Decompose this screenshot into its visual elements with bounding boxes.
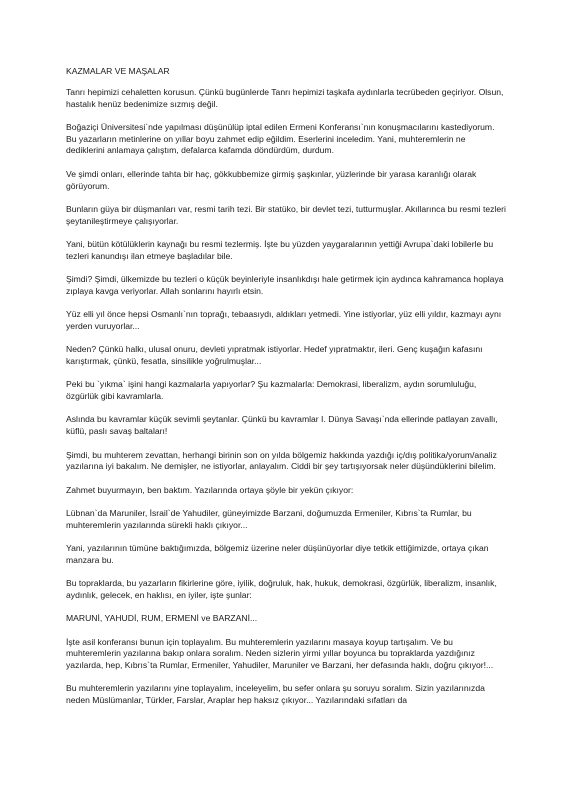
paragraph-7: Yüz elli yıl önce hepsi Osmanlı`nın toprağı, tebaasıydı, aldıkları yetmedi. Yine istiyorlar, yüz elli yıldır, kazmayı aynı yerden vuruyorlar...	[66, 309, 502, 331]
paragraph-18: Bu muhteremlerin yazılarını yine toplayalım, inceleyelim, bu sefer onlara şu soruyu soralım. Sizin yazılarınızda neden Müslümanlar, Türkler, Farslar, Araplar hep haksız çıkıyor... Yazılarındaki sıfatları da	[66, 683, 485, 706]
paragraph-14: Yani, yazılarının tümüne baktığımızda, bölgemiz üzerine neler düşünüyorlar diye tetkik ettiğimizde, ortaya çıkan manzara bu.	[66, 543, 489, 565]
document-title: KAZMALAR VE MAŞALAR	[66, 66, 170, 76]
paragraph-1: Tanrı hepimizi cehaletten korusun. Çünkü bugünlerde Tanrı hepimizi taşkafa aydınlarla tecrübeden geçiriyor. Olsun, hastalık henüz bedenimize sızmış değil.	[66, 86, 504, 109]
paragraph-11: Şimdi, bu muhterem zevattan, herhangi birinin son on yılda bölgemiz hakkında yazdığı iç/dış politika/yorum/analiz yazılarına iyi bakalım. Ne demişler, ne istiyorlar, anlayalım. Ciddi bir şey tartışıyorsak neler düşündüklerini bilelim.	[66, 449, 497, 472]
paragraph-10: Aslında bu kavramlar küçük sevimli şeytanlar. Çünkü bu kavramlar I. Dünya Savaşı`nda ellerinde patlayan zavallı, küflü, paslı savaş baltaları!	[66, 414, 498, 437]
paragraph-17: İşte asil konferansı bunun için toplayalım. Bu muhteremlerin yazılarını masaya koyup tartışalım. Ve bu muhteremlerin yazılarına bakıp onlara soralım. Neden sizlerin yirmi yıllar boyunca bu topraklarda yazdığınız yazılarda, hep, Kıbrıs`ta Rumlar, Ermeniler, Yahudiler, Maruniler ve Barzani, her defasında haklı, doğru çıkıyor!...	[66, 636, 494, 671]
paragraph-13: Lübnan`da Maruniler, İsrail`de Yahudiler, güneyimizde Barzani, doğumuzda Ermeniler, Kıbrıs`ta Rumlar, bu muhteremlerin yazılarında sürekli haklı çıkıyor...	[66, 507, 472, 530]
paragraph-3: Ve şimdi onları, ellerinde tahta bir haç, gökkubbemize girmiş şaşkınlar, yüzlerinde bir yarasa karanlığı olarak görüyorum.	[66, 168, 477, 191]
paragraph-15: Bu topraklarda, bu yazarların fikirlerine göre, iyilik, doğruluk, hak, hukuk, demokrasi, özgürlük, liberalizm, insanlık, aydınlık, gelecek, en haklısı, en iyiler, işte şunlar:	[66, 578, 497, 600]
paragraph-4: Bunların güya bir düşmanları var, resmi tarih tezi. Bir statüko, bir devlet tezi, tutturmuşlar. Akıllarınca bu resmi tezleri şeytanileştirmeye çalışıyorlar.	[66, 203, 506, 226]
paragraph-12: Zahmet buyurmayın, ben baktım. Yazılarında ortaya şöyle bir yekün çıkıyor:	[66, 484, 354, 495]
document-page	[66, 66, 506, 718]
paragraph-2: Boğaziçi Üniversitesi`nde yapılması düşünülüp iptal edilen Ermeni Konferansı`nın konuşmacılarını kastediyorum. Bu yazarların metinlerine on yıllar boyu zahmet edip eğildim. Eserlerini inceledim. Yani, muhteremlerin ne dediklerini anlamaya çalıştım, defalarca kafamda döndürdüm, durdum.	[66, 121, 495, 156]
paragraph-8: Neden? Çünkü halkı, ulusal onuru, devleti yıpratmak istiyorlar. Hedef yıpratmaktır, ileri. Genç kuşağın kafasını karıştırmak, çünkü, fesatla, sinsilikle yoğrulmuşlar...	[66, 344, 483, 367]
paragraph-9: Peki bu `yıkma` işini hangi kazmalarla yapıyorlar? Şu kazmalarla: Demokrasi, liberalizm, aydın sorumluluğu, özgürlük gibi kavramlarla.	[66, 379, 477, 402]
paragraph-5: Yani, bütün kötülüklerin kaynağı bu resmi tezlermiş. İşte bu yüzden yaygaralarının yettiği Avrupa`daki lobilerle bu tezleri kanundışı ilan etmeye başladılar bile.	[66, 238, 494, 261]
paragraph-6: Şimdi? Şimdi, ülkemizde bu tezleri o küçük beyinleriyle insanlıkdışı hale getirmek için aydınca kahramanca hoplaya zıplaya kavga veriyorlar. Allah sonlarını hayırlı etsin.	[66, 274, 504, 296]
paragraph-16: MARUNİ, YAHUDİ, RUM, ERMENİ ve BARZANİ...	[66, 613, 258, 624]
